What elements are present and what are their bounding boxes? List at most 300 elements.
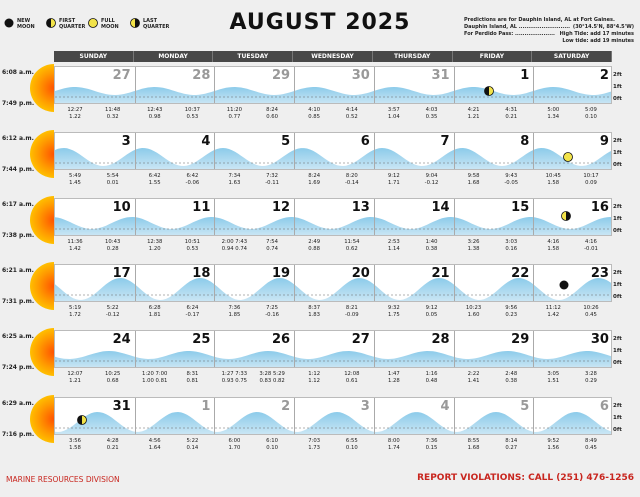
day-cell — [214, 67, 294, 104]
high-tide — [138, 305, 172, 319]
high-tide — [536, 305, 570, 319]
day-cell — [214, 133, 294, 170]
day-cell — [454, 67, 534, 104]
tide-time: 9:52 — [547, 438, 560, 444]
sun-times — [0, 258, 54, 318]
tide-height: 0.81 — [186, 378, 199, 384]
tide-time: 1:12 — [308, 371, 321, 377]
day-cell — [294, 331, 374, 368]
tide-time: 6:00 — [228, 438, 241, 444]
tide-values — [532, 105, 612, 125]
low-tide — [494, 173, 528, 187]
low-tide — [574, 371, 608, 385]
day-cell — [533, 199, 612, 236]
low-tide — [415, 239, 449, 253]
tide-time: 6:10 — [266, 438, 279, 444]
tide-time: 4:16 — [547, 239, 560, 245]
legend-full-moon: FULL MOON — [88, 18, 126, 30]
tide-height: 1.38 — [467, 246, 480, 252]
sun-times — [0, 391, 54, 451]
tide-values — [373, 436, 453, 456]
tide-time: 6:42 — [148, 173, 161, 179]
tide-height: 0.53 — [186, 246, 199, 252]
tide-values — [453, 105, 533, 125]
low-tide — [335, 305, 369, 319]
day-cell — [55, 265, 135, 302]
tide-values — [453, 237, 533, 257]
tide-values — [532, 171, 612, 191]
tide-height: 0.77 — [228, 114, 241, 120]
tide-time: 3:28 — [585, 371, 597, 377]
scale-label: 1ft — [613, 415, 622, 421]
tide-height: 0.05 — [425, 312, 438, 318]
tide-time: 12:07 — [67, 371, 83, 377]
tide-time: 8:21 — [345, 305, 358, 311]
high-tide — [217, 371, 251, 385]
day-number: 6 — [360, 134, 370, 149]
high-tide — [297, 173, 331, 187]
day-cell — [135, 199, 215, 236]
tide-strip — [54, 132, 612, 170]
prediction-note: Predictions are for Dauphin Island, AL at Fort Gaines. Dauphin Island, AL ........................... (30°14.5'N, 88°4.5'W) For Perdido Pass: ..................... High Tide: add 17 minutes Low tide: add 19 minutes — [464, 17, 634, 44]
high-tide — [58, 107, 92, 121]
high-tide — [297, 305, 331, 319]
tide-height: 0.10 — [345, 445, 358, 451]
low-tide — [415, 107, 449, 121]
tide-time: 1:27 7:33 — [221, 371, 248, 377]
tide-height: 1.58 — [547, 180, 560, 186]
sunrise-time: 6:12 a.m. — [2, 135, 34, 142]
tide-time: 5:22 — [186, 438, 199, 444]
tide-height: 0.52 — [345, 114, 358, 120]
tide-time: 7:25 — [266, 305, 279, 311]
day-cell — [374, 331, 454, 368]
low-tide — [415, 438, 449, 452]
tide-height: 1.70 — [228, 445, 241, 451]
day-number: 21 — [431, 266, 450, 281]
tide-height: 0.61 — [345, 378, 358, 384]
tide-scale — [613, 330, 640, 368]
tide-scale — [613, 397, 640, 435]
high-tide — [457, 371, 491, 385]
tide-values — [134, 436, 214, 456]
day-number: 3 — [121, 134, 131, 149]
low-tide — [494, 371, 528, 385]
tide-time: 10:25 — [105, 371, 121, 377]
day-cell — [454, 398, 534, 435]
high-tide — [536, 371, 570, 385]
tide-time: 11:12 — [545, 305, 561, 311]
tide-height: 1.64 — [148, 445, 161, 451]
tide-strip — [54, 330, 612, 368]
day-cell — [214, 199, 294, 236]
tide-height: 0.01 — [106, 180, 119, 186]
tide-values — [453, 436, 533, 456]
tide-height: -0.12 — [424, 180, 439, 186]
tide-time: 4:21 — [467, 107, 480, 113]
tide-height: 0.14 — [186, 445, 199, 451]
low-tide — [96, 438, 130, 452]
high-tide — [58, 173, 92, 187]
tide-time: 4:14 — [345, 107, 358, 113]
tide-time: 4:16 — [585, 239, 597, 245]
high-tide — [457, 107, 491, 121]
tide-time: 8:20 — [345, 173, 358, 179]
sunrise-time: 6:25 a.m. — [2, 333, 34, 340]
tide-time: 10:37 — [184, 107, 201, 113]
tide-height: 0.23 — [505, 312, 518, 318]
tide-time: 10:23 — [465, 305, 482, 311]
tide-values — [453, 303, 533, 323]
low-tide — [415, 305, 449, 319]
high-tide — [297, 438, 331, 452]
tide-height: 0.29 — [585, 378, 597, 384]
tide-time: 4:28 — [106, 438, 119, 444]
tide-height: 0.45 — [585, 312, 597, 318]
low-tide — [96, 173, 130, 187]
day-number: 24 — [112, 332, 131, 347]
tide-height: 0.09 — [585, 180, 597, 186]
tide-values — [293, 237, 373, 257]
day-number: 28 — [431, 332, 450, 347]
day-cell — [294, 199, 374, 236]
tide-time: 12:38 — [147, 239, 163, 245]
tide-scale — [613, 66, 640, 104]
high-tide — [217, 107, 251, 121]
tide-values — [293, 171, 373, 191]
tide-time: 9:58 — [467, 173, 480, 179]
tide-time: 11:48 — [105, 107, 121, 113]
tide-height: 0.62 — [345, 246, 358, 252]
scale-label: 1ft — [613, 282, 622, 288]
tide-height: 0.45 — [585, 445, 597, 451]
weekday-friday: FRIDAY — [453, 51, 533, 62]
tide-values — [213, 237, 293, 257]
sun-times — [0, 324, 54, 384]
day-cell — [55, 133, 135, 170]
day-cell — [294, 67, 374, 104]
first-quarter-icon — [484, 81, 494, 91]
tide-time: 12:27 — [67, 107, 83, 113]
low-tide — [96, 107, 130, 121]
tide-time: 11:36 — [67, 239, 83, 245]
tide-time: 5:54 — [106, 173, 119, 179]
tide-values — [134, 171, 214, 191]
tide-values — [213, 369, 293, 389]
day-cell — [55, 398, 135, 435]
footer-report-violations: REPORT VIOLATIONS: CALL (251) 476-1256 — [417, 473, 634, 483]
tide-values — [293, 436, 373, 456]
tide-time: 7:03 — [308, 438, 321, 444]
tide-height: 1.12 — [308, 378, 321, 384]
tide-values — [293, 303, 373, 323]
tide-time: 12:43 — [147, 107, 163, 113]
day-cell — [214, 331, 294, 368]
tide-height: 0.48 — [425, 378, 438, 384]
low-tide — [175, 371, 209, 385]
low-tide — [175, 438, 209, 452]
high-tide — [377, 173, 411, 187]
high-tide — [457, 438, 491, 452]
high-tide — [377, 371, 411, 385]
tide-height: 1.83 — [308, 312, 321, 318]
high-tide — [58, 239, 92, 253]
high-tide — [138, 107, 172, 121]
tide-values — [293, 369, 373, 389]
high-tide — [536, 173, 570, 187]
tide-time: 8:24 — [308, 173, 321, 179]
tide-height: 0.16 — [505, 246, 518, 252]
tide-height: 1.22 — [69, 114, 81, 120]
tide-height: 0.21 — [505, 114, 518, 120]
full-moon-icon — [563, 147, 573, 157]
tide-height: 1.71 — [387, 180, 400, 186]
high-tide — [217, 438, 251, 452]
day-cell — [454, 133, 534, 170]
low-tide — [335, 107, 369, 121]
high-tide — [457, 239, 491, 253]
tide-scale — [613, 132, 640, 170]
tide-time: 4:03 — [425, 107, 438, 113]
footer-division: MARINE RESOURCES DIVISION — [6, 475, 120, 484]
day-cell — [454, 199, 534, 236]
day-cell — [533, 133, 612, 170]
tide-height: 0.74 — [266, 246, 278, 252]
tide-values — [134, 303, 214, 323]
tide-height: 1.34 — [547, 114, 560, 120]
weekday-tuesday: TUESDAY — [213, 51, 293, 62]
tide-values — [532, 436, 612, 456]
tide-height: 1.04 — [387, 114, 400, 120]
tide-time: 5:09 — [585, 107, 597, 113]
day-number: 28 — [192, 68, 211, 83]
day-number: 27 — [351, 332, 370, 347]
tide-height: -0.14 — [344, 180, 359, 186]
low-tide — [415, 371, 449, 385]
day-number: 29 — [511, 332, 530, 347]
day-number: 1 — [201, 399, 211, 414]
tide-height: 0.68 — [106, 378, 119, 384]
sunset-time: 7:44 p.m. — [2, 166, 35, 173]
tide-height: 0.98 — [148, 114, 161, 120]
scale-label: 2ft — [613, 336, 622, 342]
tide-time: 2:53 — [387, 239, 400, 245]
low-tide — [335, 173, 369, 187]
tide-time: 7:34 — [228, 173, 241, 179]
sunset-time: 7:24 p.m. — [2, 364, 35, 371]
high-tide — [58, 305, 92, 319]
scale-label: 2ft — [613, 72, 622, 78]
tide-height: 0.93 0.75 — [221, 378, 248, 384]
sunset-time: 7:38 p.m. — [2, 232, 35, 239]
high-tide — [536, 107, 570, 121]
tide-time: 8:14 — [505, 438, 518, 444]
first-quarter-icon — [77, 410, 87, 420]
tide-height: 1.63 — [228, 180, 241, 186]
day-number: 10 — [112, 200, 131, 215]
low-tide — [255, 305, 289, 319]
tide-height: 1.58 — [547, 246, 560, 252]
sunrise-time: 6:21 a.m. — [2, 267, 34, 274]
day-number: 30 — [351, 68, 370, 83]
tide-height: 0.94 0.74 — [221, 246, 248, 252]
day-cell — [533, 265, 612, 302]
scale-label: 0ft — [613, 96, 622, 102]
day-cell — [374, 133, 454, 170]
high-tide — [217, 173, 251, 187]
low-tide — [255, 173, 289, 187]
low-tide — [494, 305, 528, 319]
tide-height: 1.69 — [308, 180, 321, 186]
tide-height: 0.53 — [186, 114, 199, 120]
scale-label: 0ft — [613, 162, 622, 168]
scale-label: 2ft — [613, 270, 622, 276]
tide-values — [532, 369, 612, 389]
tide-height: 0.21 — [106, 445, 119, 451]
tide-height: -0.17 — [185, 312, 200, 318]
day-cell — [135, 133, 215, 170]
tide-height: 1.72 — [69, 312, 81, 318]
weekday-header — [54, 51, 612, 62]
tide-values — [54, 436, 134, 456]
day-number: 8 — [520, 134, 530, 149]
tide-strip — [54, 66, 612, 104]
tide-time: 4:31 — [505, 107, 518, 113]
tide-height: 0.85 — [308, 114, 321, 120]
high-tide — [377, 107, 411, 121]
tide-time: 4:10 — [308, 107, 321, 113]
tide-strip — [54, 397, 612, 435]
day-number: 2 — [281, 399, 291, 414]
scale-label: 2ft — [613, 204, 622, 210]
tide-time: 9:56 — [505, 305, 518, 311]
tide-height: 1.20 — [148, 246, 161, 252]
low-tide — [494, 438, 528, 452]
day-number: 12 — [272, 200, 291, 215]
last-quarter-icon — [561, 206, 571, 216]
tide-time: 5:49 — [69, 173, 81, 179]
tide-values — [373, 303, 453, 323]
low-tide — [574, 305, 608, 319]
day-number: 6 — [599, 399, 609, 414]
sunset-time: 7:31 p.m. — [2, 298, 35, 305]
tide-time: 7:32 — [266, 173, 279, 179]
tide-time: 1:40 — [425, 239, 438, 245]
day-cell — [214, 398, 294, 435]
weekday-saturday: SATURDAY — [532, 51, 612, 62]
tide-values — [373, 105, 453, 125]
day-number: 17 — [112, 266, 131, 281]
tide-time: 6:42 — [186, 173, 199, 179]
tide-height: 1.41 — [467, 378, 480, 384]
weekday-wednesday: WEDNESDAY — [293, 51, 373, 62]
sunrise-time: 6:08 a.m. — [2, 69, 34, 76]
day-cell — [294, 265, 374, 302]
weekday-monday: MONDAY — [134, 51, 214, 62]
day-cell — [55, 67, 135, 104]
tide-height: 1.58 — [69, 445, 81, 451]
day-number: 4 — [201, 134, 211, 149]
tide-height: 1.68 — [467, 445, 480, 451]
low-tide — [175, 173, 209, 187]
scale-label: 2ft — [613, 403, 622, 409]
day-number: 22 — [511, 266, 530, 281]
tide-scale — [613, 264, 640, 302]
day-number: 26 — [272, 332, 291, 347]
tide-time: 1:16 — [425, 371, 438, 377]
tide-time: 12:08 — [344, 371, 360, 377]
tide-time: 5:19 — [69, 305, 81, 311]
tide-height: 1.51 — [547, 378, 560, 384]
day-cell — [55, 199, 135, 236]
day-number: 20 — [351, 266, 370, 281]
tide-height: 0.27 — [505, 445, 518, 451]
high-tide — [297, 107, 331, 121]
low-tide — [574, 173, 608, 187]
tide-time: 2:48 — [505, 371, 518, 377]
scale-label: 0ft — [613, 294, 622, 300]
high-tide — [377, 239, 411, 253]
tide-time: 9:32 — [387, 305, 400, 311]
day-number: 11 — [192, 200, 211, 215]
tide-height: -0.01 — [584, 246, 598, 252]
low-tide — [335, 438, 369, 452]
tide-values — [54, 369, 134, 389]
low-tide — [415, 173, 449, 187]
weekday-thursday: THURSDAY — [373, 51, 453, 62]
tide-time: 10:26 — [583, 305, 599, 311]
tide-height: 0.83 0.82 — [259, 378, 285, 384]
tide-values — [213, 105, 293, 125]
tide-time: 6:28 — [148, 305, 161, 311]
high-tide — [138, 371, 172, 385]
tide-time: 2:22 — [467, 371, 480, 377]
tide-height: 1.68 — [467, 180, 480, 186]
day-cell — [294, 133, 374, 170]
day-number: 7 — [440, 134, 450, 149]
tide-height: 1.60 — [467, 312, 480, 318]
tide-time: 4:56 — [148, 438, 161, 444]
tide-time: 8:24 — [266, 107, 279, 113]
low-tide — [255, 371, 289, 385]
tide-values — [213, 171, 293, 191]
day-cell — [55, 331, 135, 368]
tide-values — [373, 237, 453, 257]
day-cell — [533, 398, 612, 435]
new-moon-icon — [559, 275, 569, 285]
tide-time: 3:03 — [505, 239, 518, 245]
tide-time: 8:31 — [186, 371, 199, 377]
tide-time: 9:43 — [505, 173, 518, 179]
day-cell — [135, 265, 215, 302]
tide-scale — [613, 198, 640, 236]
tide-time: 7:54 — [266, 239, 279, 245]
prediction-line-1: Predictions are for Dauphin Island, AL at Fort Gaines. — [464, 17, 615, 23]
tide-height: 1.28 — [387, 378, 400, 384]
low-tide — [574, 438, 608, 452]
high-tide — [377, 305, 411, 319]
day-cell — [374, 199, 454, 236]
tide-height: -0.11 — [265, 180, 279, 186]
day-cell — [374, 398, 454, 435]
sun-times — [0, 126, 54, 186]
tide-time: 3:56 — [69, 438, 81, 444]
day-number: 13 — [351, 200, 370, 215]
day-number: 25 — [192, 332, 211, 347]
day-number: 30 — [590, 332, 609, 347]
low-tide — [96, 371, 130, 385]
day-number: 18 — [192, 266, 211, 281]
